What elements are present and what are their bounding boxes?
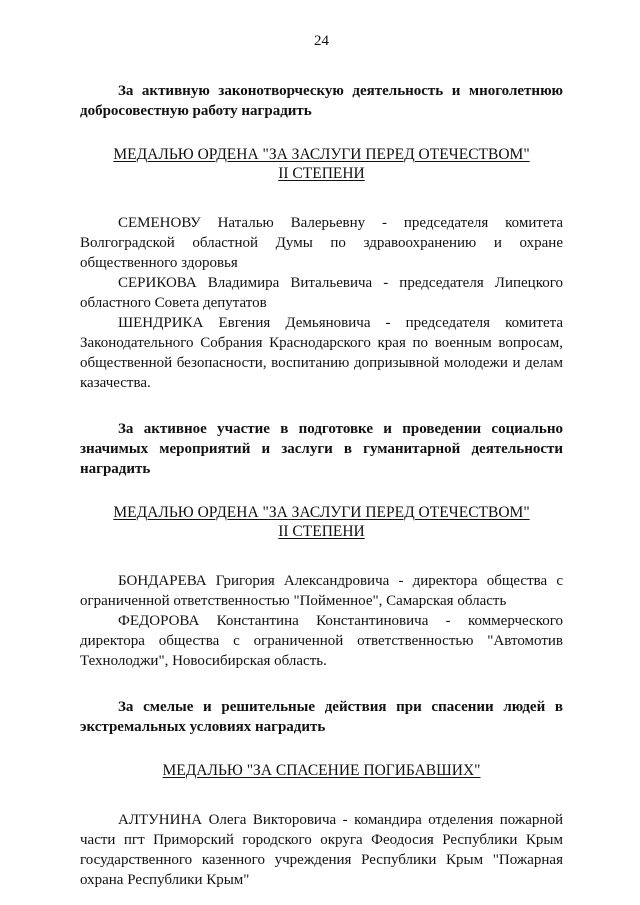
- section-1-lead: За активную законотворческую деятельность и многолетнюю добросовестную работу наградить: [80, 83, 563, 119]
- section-2-lead: За активное участие в подготовке и проведении социально значимых мероприятий и заслуги в гуманитарной деятельности наградить: [80, 421, 563, 477]
- section-3-award-line-1: МЕДАЛЬЮ "ЗА СПАСЕНИЕ ПОГИБАВШИХ": [162, 762, 481, 779]
- section-2-award-line-1: МЕДАЛЬЮ ОРДЕНА "ЗА ЗАСЛУГИ ПЕРЕД ОТЕЧЕСТВОМ": [113, 504, 530, 521]
- section-1-award-title: [80, 145, 563, 183]
- section-3-award-title: [80, 761, 563, 780]
- section-2-award-line-2: II СТЕПЕНИ: [278, 523, 365, 540]
- section-2-entry-1: БОНДАРЕВА Григория Александровича - директора общества с ограниченной ответственностью "Пойменное", Самарская область: [80, 573, 563, 609]
- section-1-entry-1: СЕМЕНОВУ Наталью Валерьевну - председателя комитета Волгоградской областной Думы по здравоохранению и охране общественного здоровья: [80, 215, 563, 271]
- section-2-award-title: [80, 503, 563, 541]
- page-number: 24: [314, 33, 329, 49]
- section-1-entry-3: ШЕНДРИКА Евгения Демьяновича - председателя комитета Законодательного Собрания Краснодарского края по военным вопросам, общественной безопасности, воспитанию допризывной молодежи и делам казачества.: [80, 315, 563, 391]
- section-2-entry-2: ФЕДОРОВА Константина Константиновича - коммерческого директора общества с ограниченной ответственностью "Автомотив Технолоджи", Новосибирская область.: [80, 613, 563, 669]
- section-1-entry-2: СЕРИКОВА Владимира Витальевича - председателя Липецкого областного Совета депутатов: [80, 275, 563, 311]
- section-3-lead: За смелые и решительные действия при спасении людей в экстремальных условиях наградить: [80, 699, 563, 735]
- section-3-entry-1: АЛТУНИНА Олега Викторовича - командира отделения пожарной части пгт Приморский городского округа Феодосия Республики Крым государственного казенного учреждения Республики Крым "Пожарная охрана Республики Крым": [80, 812, 563, 888]
- section-1-award-line-1: МЕДАЛЬЮ ОРДЕНА "ЗА ЗАСЛУГИ ПЕРЕД ОТЕЧЕСТВОМ": [113, 146, 530, 163]
- section-1-award-line-2: II СТЕПЕНИ: [278, 165, 365, 182]
